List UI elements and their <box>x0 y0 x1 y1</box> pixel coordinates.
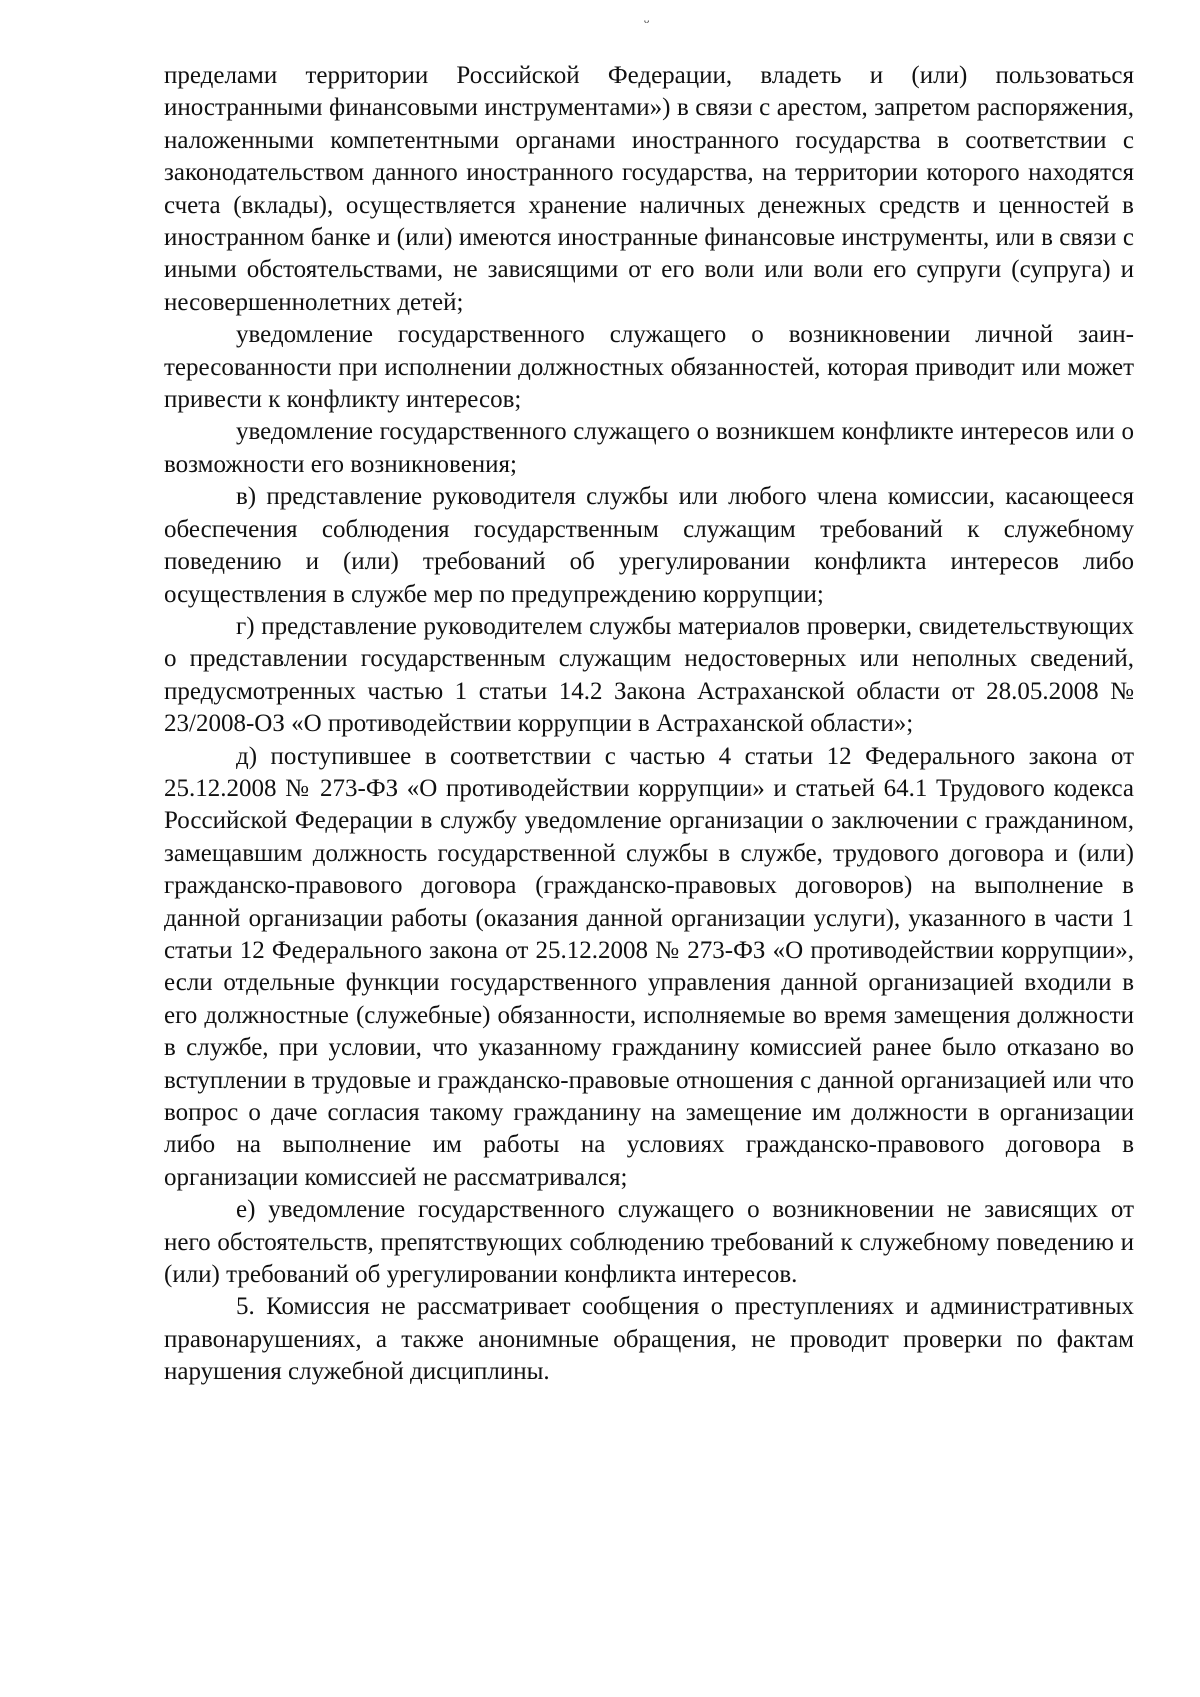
paragraph-item-v: в) представление руководителя службы или любого члена комиссии, касающееся обеспечения соблюдения государственным служащим требований к служебному поведению и (или) требований об урегулировании конфликта интересов либо осуществления в службе мер по предупреждению коррупции; <box>164 483 1134 608</box>
paragraph-interest-notification: уведомление государственного служащего о возникновении личной заинтересованности при исполнении должностных обязанностей, которая приводит или может привести к конфликту интересов; <box>164 321 1134 414</box>
paragraph-continuation: пределами территории Российской Федерации, владеть и (или) пользоваться иностранными финансовыми инструментами») в связи с арестом, запретом распоряжения, наложенными компетентными органами иностранного государства в соответствии с законодательством данного иностранного государства, на территории которого находятся счета (вклады), осуществляется хранение наличных денежных средств и ценностей в иностранном банке и (или) имеются иностранные финансовые инструменты, или в связи с иными обстоятельствами, не зависящими от его воли или воли его супруги (супруга) и несовершеннолетних детей; <box>164 62 1134 316</box>
paragraph-item-e: е) уведомление государственного служащего о возникновении не зависящих от него обстоятельств, препятствующих соблюдению требований к служебному поведению и (или) требований об урегулировании конфликта интересов. <box>164 1196 1134 1289</box>
paragraph-item-g: г) представление руководителем службы материалов проверки, свидетельствующих о представлении государственным служащим недостоверных или неполных сведений, предусмотренных частью 1 статьи 14.2 Закона Астраханской области от 28.05.2008 № 23/2008-ОЗ «О противодействии коррупции в Астраханской области»; <box>164 612 1134 738</box>
paragraph-section-5: 5. Комиссия не рассматривает сообщения о преступлениях и административных правонарушениях, а также анонимные обращения, не проводит проверки по фактам нарушения служебной дисциплины. <box>164 1293 1134 1386</box>
paragraph-item-d: д) поступившее в соответствии с частью 4 статьи 12 Федерального закона от 25.12.2008 № 273-ФЗ «О противодействии коррупции» и статьей 64.1 Трудового кодекса Российской Федерации в службу уведомление организации о заключении с гражданином, замещавшим должность государственной службы в службе, трудового договора и (или) гражданско-правового договора (гражданско-правовых договоров) на выполнение в данной организации работы (оказания данной организации услуги), указанного в части 1 статьи 12 Федерального закона от 25.12.2008 № 273-ФЗ «О противодействии коррупции», если отдельные функции государственного управления данной организацией входили в его должностные (служебные) обязанности, исполняемые во время замещения должности в службе, при условии, что указанному гражданину комиссией ранее было отказано во вступлении в трудовые и гражданско-правовые отношения с данной организацией или что вопрос о даче согласия такому гражданину на замещение им должности в организации либо на выполнение им работы на условиях гражданско-правового договора в организации комиссией не рассматривался; <box>164 742 1134 1191</box>
paragraph-conflict-notification: уведомление государственного служащего о возникшем конфликте интересов или о возможности его возникновения; <box>164 418 1134 478</box>
document-body <box>164 60 1134 1389</box>
page-number-mark: ᵕ <box>644 12 650 32</box>
